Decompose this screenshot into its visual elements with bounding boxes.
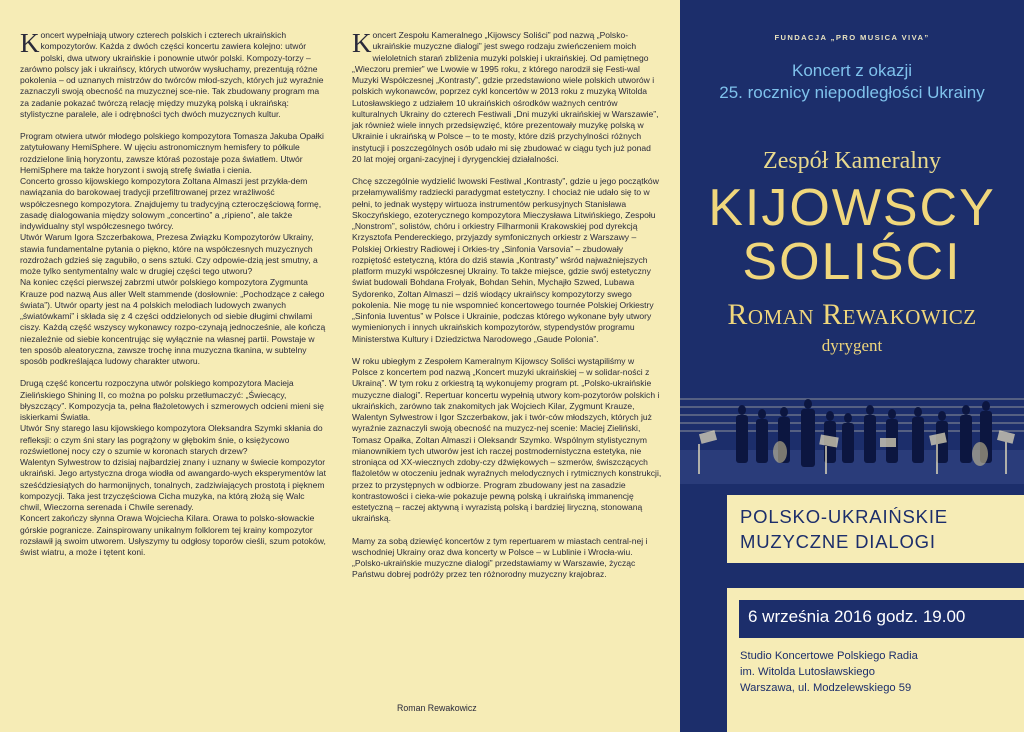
foundation-name: FUNDACJA „PRO MUSICA VIVA” [774, 33, 930, 42]
intro-text: oncert wypełniają utwory czterech polskich i czterech ukraińskich kompozytorów. Każda z dwóch części koncertu zawiera kolejno: utwór polski, dwa utwory ukraińskie i ponownie utwór polski. Kompozy-torzy – zarówno polscy jak i ukraińscy, których utworów wysłuchamy, prezentują różne pokolenia – od uznanych mistrzów do twórców młod-szych, których już wyraźnie zaznaczyli swoją obecność na muzycznej sce-nie. Tak zbudowany program ma za zadanie pokazać twórczą relację między muzyką polską i ukraińską: stylistyczne paralele, ale i odrębności tych dwóch muzycznych kultur. [20, 30, 324, 119]
conductor-intro-text: oncert Zespołu Kameralnego „Kijowscy Soliści” pod nazwą „Polsko-ukraińskie muzyczne dialogi” jest swego rodzaju zwieńczeniem moich wieloletnich starań zbliżenia muzyki polskiej i ukraińskiej. Od pamiętnego „Wieczoru premier” we Lwowie w 1995 roku, z którego narodził się Festi-wal Muzyki Współczesnej „Kontrasty”, gdzie przedstawiono wiele polskich utworów i polskich wykonawców, poprzez cykl koncertów w 2013 roku z muzyką Witolda Lutosławskiego z udziałem 10 ukraińskich ośrodków ważnych centrów kulturalnych Ukrainy do czterech Festiwali „Dni muzyki ukraińskiej w Warszawie”, jak również wiele innych przedsięwzięć, które prezentowały muzykę polską w Ukrainie i ukraińską w Polsce – to te mosty, które dziś przychylności różnych instytucji i poszczególnych osób udało mi się zbudować w ciągu tych już ponad 20 lat mojej organi-zacyjnej i dyrygenckiej działalności. [352, 30, 659, 164]
program-part-one-paragraph: Program otwiera utwór młodego polskiego kompozytora Tomasza Jakuba Opałki zatytułowany HemiSphere. W ujęciu astronomicznym hemisfery to półkule rozdzielone linią horyzontu, zawsze któraś pozostaje poza światłem. Utwór HemiSphere ma także horyzont i swoją strefę światła i cienia. Concerto grosso kijowskiego kompozytora Zoltana Almaszi jest przykła-dem nawiązania do barokowaej tradycji przefiltrowanej przez wrażliwość współczesnego kompozytora. Znajdujemy tu tradycyjną czteroczęściową formę, zasadę dialogowania między solowym „concertino” a „ripieno”, ale także indywidualny styl współczesnego twórcy. Utwór Warum Igora Szczerbakowa, Prezesa Związku Kompozytorów Ukrainy, stawia fundamentalne pytania o piękno, które na współczesnych muzycznych rozdrożach gdzieś się zagubiło, o sens sztuki. Czy odpowie-dzią jest smutny, a może tylko sentymentalny walc w drugiej części tego utworu? Na koniec części pierwszej zabrzmi utwór polskiego kompozytora Zygmunta Krauze pod nazwą Aus aller Welt stammende (dosłownie: „Pochodzące z całego świata”). Utwór oparty jest na 4 polskich melodiach ludowych zwanych „światówkami” i składa się z 4 części oddzielonych od siebie długimi chwilami ciszy. Każdą część wszyscy wykonawcy rozpo-czynają jednocześnie, ale kończą niezależnie od siebie koncentrując się wyłącznie na własnej partii. Powstaje w ten sposób aleatoryczna, zawsze trochę inna muzyczna tkanina, w subtelny sposób podkreślająca ludowy charakter utworu. [20, 131, 326, 366]
closing-paragraph: Mamy za sobą dziewięć koncertów z tym repertuarem w miastach central-nej i wschodniej Ukrainy oraz dwa koncerty w Polsce – w Lublinie i Wrocła-wiu. „Polsko-ukraińskie muzyczne dialogi” przedstawiamy w Warszawie, życząc Państwu dobrej podróży przez ten różnorodny muzyczny krajobraz. [352, 535, 648, 580]
project-title-line-2: MUZYCZNE DIALOGI [740, 531, 936, 552]
middle-text-column [352, 30, 662, 592]
conductor-role: dyrygent [821, 336, 883, 355]
venue-line-1: Studio Koncertowe Polskiego Radia [740, 650, 918, 662]
repertoire-paragraph: W roku ubiegłym z Zespołem Kameralnym Kijowscy Soliści wystąpiliśmy w Polsce z koncertem pod nazwą „Koncert muzyki ukraińskiej – w solidar-ności z Ukrainą”. W tym roku z orkiestrą tą wykonujemy program pt. „Polsko-ukraińskie muzyczne dialogi”. Repertuar koncertu wypełnią utwory kom-pozytorów polskich i ukraińskich, zarówno tak znakomitych jak Wojciech Kilar, Zygmunt Krauze, Walentyn Sylwestrow i Igor Szczerbakow, jak i twór-ców młodszych, których już wyraźnie zaznaczyli swoją obecność na muzycz-nej scenie: Maciej Zieliński, Tomasz Opałka, Zoltan Almaszi i Oleksandr Szymko. Wspólnym stylistycznym mianownikiem tych utworów jest ich raczej postmodernistyczna estetyka, nie stroniąca od XX-wiecznych zdoby-czy dźwiękowych – szmerów, świszczących flażoletów w otoczeniu jednak wyraźnych melodycznych i rytmicznych konstrukcji, przez to przystępnych w odbiorze. Program zbudowany jest na zasadzie kontrastowości i cieka-wie pokazuje pewną polską i ukraińską immanencję estetyczną – raczej aktywną i wyrazistą polską i bardziej liryczną, stonowaną ukraińską. [352, 355, 662, 524]
conductor-intro-paragraph [352, 30, 662, 165]
festival-paragraph: Chcę szczególnie wydzielić lwowski Festiwal „Kontrasty”, gdzie u jego początków przełamywaliśmy radziecki paradygmat estetyczny. I chociaż nie udało się to w pełni, to jednak występy wirtuoza instrumentów perkusyjnych Stanisława Skoczyńskiego, ezoterycznego kompozytora Mieczysława Litwińskiego, Zespołu „Nonstrom”, solistów, chóru i orkiestry Filharmonii Krakowskiej pod dyrekcją Krzysztofa Pendereckiego, przyjazdy symfonicznych orkiestr z Warszawy – Polskiej Orkiestry Radiowej i Orkies-try „Sinfonia Varsovia” – zbudowały rozpiętość estetyczną, która do dziś stawia „Kontrasty” wśród najważniejszych platform muzyki współczesnej Ukrainy. To także miejsce, gdzie swój estetyczny świat budowali Bohdana Frołyak, Bohdan Sehin, Mychajło Szwed, Lubawa Sydorenko, Zoltan Almaszi – dziś wiodący ukraińscy kompozytorzy swego pokolenia. Nie mogę tu nie wspomnieć koncertowego tournée Polskiej Orkiestry „Sinfonia Iuventus” w Polsce i Ukrainie, podczas którego wykonane były utwory wymienionych i innych ukraińskich kompozytorów, stypendystów programu Ministerstwa Kultury i Dziedzictwa Narodowego „Gaude Polonia”. [352, 176, 659, 344]
cover-panel [680, 0, 1024, 732]
ensemble-title-line-2: SOLIŚCI [742, 233, 962, 291]
venue-line-3: Warszawa, ul. Modzelewskiego 59 [740, 682, 912, 694]
signature: Roman Rewakowicz [397, 703, 477, 713]
occasion-line-2: 25. rocznicy niepodległości Ukrainy [719, 83, 985, 102]
program-part-two-paragraph: Drugą część koncertu rozpoczyna utwór polskiego kompozytora Macieja Zielińskiego Shining II, co można po polsku przetłumaczyć: „Świecący, błyszczący”. Kompozycja ta, pełna fłażoletowych i szmerowych odcieni mieni się iskierkami Światła. Utwór Sny starego lasu kijowskiego kompozytora Oleksandra Szymki skłania do refleksji: o czym śni stary las pogrążony w głębokim śnie, o księżycowo rozświetlonej nocy czy o szumie w koronach starych drzew? Walentyn Sylwestrow to dzisiaj najbardziej znany i uznany w świecie kompozytor ukraiński. Jego artystyczna droga wiodła od awangardo-wych eksperymentów lat sześćdziesiątych do harmonijnych, tonalnych, zadziwiających prostotą i pięknem kompozycji. Taka jest trzyczęściowa Cicha muzyka, na którą złożą się Walc chwil, Wieczorna serenada i Chwile serenady. Koncert zakończy słynna Orawa Wojciecha Kilara. Orawa to polsko-słowackie górskie pogranicze. Zainspirowany unikalnym folklorem tej krainy kompozytor rozsławił ją swoim utworem. Usłyszymy tu odgłosy toporów cieśli, szum potoków, świst wiatru, a może i tętent koni. [20, 378, 326, 557]
conductor-name: Roman Rewakowicz [727, 298, 977, 331]
orchestra-photo [680, 392, 1024, 484]
intro-paragraph [20, 30, 326, 120]
occasion-line-1: Koncert z okazji [792, 61, 912, 80]
event-date: 6 września 2016 godz. 19.00 [748, 607, 966, 626]
ensemble-title-line-1: KIJOWSCY [708, 179, 996, 237]
left-text-column [20, 30, 326, 569]
project-title-line-1: POLSKO-UKRAIŃSKIE [740, 506, 948, 527]
drop-cap: K [20, 28, 40, 58]
ensemble-label: Zespół Kameralny [763, 148, 941, 174]
venue-line-2: im. Witolda Lutosławskiego [740, 666, 875, 678]
drop-cap: K [352, 28, 372, 58]
